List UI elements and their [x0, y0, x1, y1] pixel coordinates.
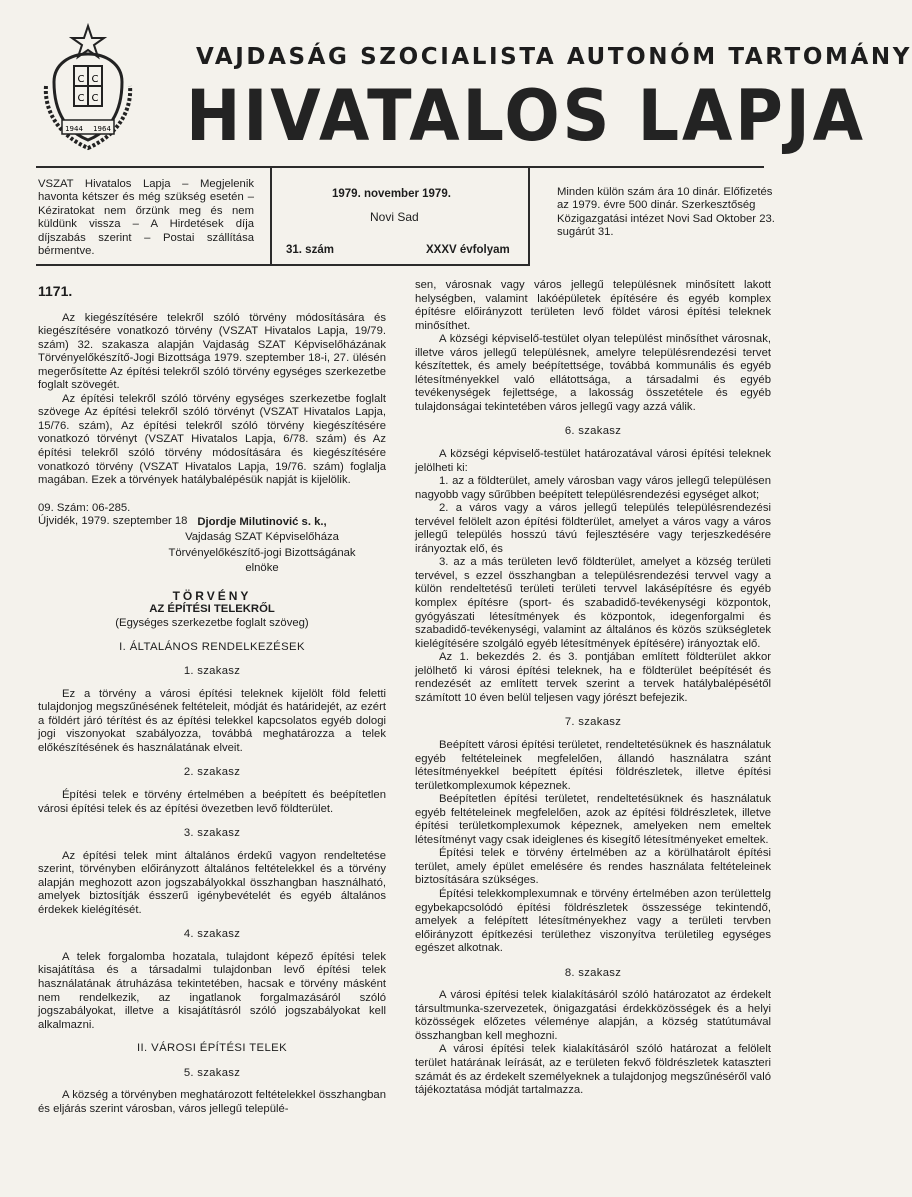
section-text: A községi képviselő-testület olyan települést minősíthet városnak, illetve város jellegű településnek, amelyre településrendezési tervet készítettek, és amely beépítettsége, továbbá kommunális és egyéb létesítményekkel való ellátottsága, a társadalmi és egyéb tevékenységek fejlettsége, a lakosság összetétele és egyéb tulajdonságai tekintetében város jellegű vagy azzá válik. [415, 333, 771, 413]
section-text: Ez a törvény a városi építési teleknek kijelölt föld feletti tulajdonjog megszűnésének feltételeit, módját és határidejét, az ezért a földért járó térítést és az építési telekkel kapcsolatos egyéb dologi jogi viszonyokat szabályozza, továbbá meghatározza a telek előkészítésének és használatának elveit. [38, 687, 386, 754]
section-text: Az 1. bekezdés 2. és 3. pontjában említett földterület akkor jelölhető ki városi építési teleknek, ha e földterület beépítését és rendezését az említett tervek szerint a tervek hatálybalépésétől számított 10 éven belül teljesen vagy jórészt befejezik. [415, 651, 771, 704]
section-text: A község a törvényben meghatározott feltételekkel összhangban és eljárás szerint városban, város jellegű települé- [38, 1089, 386, 1115]
section-text: A városi építési telek kialakításáról szóló határozatot az érdekelt társultmunka-szervezetek, önigazgatási érdekközösségek és a helyi közösségek előzetes véleménye alapján, a község statútumával összhangban kell meghozni. [415, 989, 771, 1042]
subscription-notice: Minden külön szám ára 10 dinár. Előfizetés az 1979. évre 500 dinár. Szerkesztőség Közigazgatási intézet Novi Sad Oktober 23. sugárút 31. [557, 186, 775, 239]
svg-text:1944: 1944 [65, 125, 83, 133]
header-divider-right [528, 166, 530, 266]
signer-title: Vajdaság SZAT Képviselőháza [185, 531, 339, 544]
header-bottom-rule [36, 264, 530, 266]
section-heading: 4. szakasz [183, 928, 241, 941]
section-text: Építési telek e törvény értelmében a beépített és beépítetlen városi építési telek és az építési övezetben levő földterület. [38, 788, 386, 815]
section-text: Beépített városi építési területet, rendeltetésüknek és használatuk egyéb feltételeinek megfelelően, állandó használatra szánt létesítményekkel beépített építési földrészletek, illetve építési területkomplexumok képeznek. [415, 738, 771, 792]
list-item: 3. az a más területen levő földterület, amelyet a község területi tervével, s ezzel összhangban a településrendezési tervvel vagy a külön rendeltetésű területi területi tervvel lakásépítésre és egyéb komplex építésre (sport- és szabadidő-tevékenységi központok, gyógyászati létesítmények és központok, idegenforgalmi és szabadidő-tevékenységi, valamint az általános és közös szükségletek kielégítésére szolgáló egyéb létesítmények építésére) irányoztak elő. [415, 556, 771, 650]
section-text: A községi képviselő-testület határozatával városi építési teleknek jelölheti ki: [415, 448, 771, 474]
header-top-rule [36, 166, 764, 168]
signer-name: Djordje Milutinović s. k., [197, 515, 327, 528]
section-heading: 8. szakasz [564, 966, 622, 979]
chapter-heading: I. ÁLTALÁNOS RENDELKEZÉSEK [119, 640, 305, 653]
svg-text:1964: 1964 [93, 125, 111, 133]
item-number: 1171. [38, 283, 73, 299]
header-divider-left [270, 166, 272, 266]
section-text: A telek forgalomba hozatala, tulajdont képező építési telek kisajátítása és a társadalmi tulajdonban levő építési telek használatának átruházása tekintetében, hacsak e törvény másként nem rendelkezik, az ingatlanok forgalmazásáról szóló jogszabályokat, illetve a kisajátításról szóló jogszabályokat kell alkalmazni. [38, 950, 386, 1031]
issue-date: 1979. november 1979. [332, 188, 451, 200]
svg-text:C: C [77, 74, 85, 85]
reference-number: 09. Szám: 06-285. [38, 501, 131, 514]
section-text: Beépítetlen építési területet, rendeltetésüknek és használatuk egyéb feltételeinek megfelelően, azok az építési földrészletek, illetve építési területkomplexumok képeznek, amelyeken nem emeltek létesítményt vagy csak ideiglenes és kisegítő létesítményeket emeltek. [415, 793, 771, 846]
issue-number: 31. szám [286, 244, 334, 256]
section-heading: 6. szakasz [564, 425, 622, 438]
province-title: VAJDASÁG SZOCIALISTA AUTONÓM TARTOMÁNY [196, 44, 912, 70]
signer-title: Törvényelőkészítő-jogi Bizottságának [168, 546, 356, 559]
section-text: sen, városnak vagy város jellegű településnek minősített lakott helységben, valamint lakóépületek építésére és egyéb komplex építésre előirányzott területen levő földet városi építési teleknek minősíthet. [415, 279, 771, 332]
section-text: Építési telek e törvény értelmében az a körülhatárolt építési terület, amely épület emelésére és rendes használata feltételeinek biztosítására szükséges. [415, 847, 771, 887]
section-text: Építési telekkomplexumnak e törvény értelmében azon területtelg egybekapcsolódó építési földrészletek összessége tekintendő, amelyek a felépített létesítményekhez vagy a területi tervben előirányzott építkezési területhez viszonyítva területileg egységes egészet alkotnak. [415, 887, 771, 955]
list-item: 2. a város vagy a város jellegű település településrendezési tervével felölelt azon építési földterület, amelyet a város vagy a város jellegű település hosszú távú fejlesztésére vagy terjeszkedésére irányoztak elő, és [415, 502, 771, 555]
signer-title: elnöke [245, 562, 279, 575]
left-column [38, 285, 386, 1116]
right-column [415, 279, 771, 1098]
svg-text:C: C [91, 93, 99, 104]
publication-notice: VSZAT Hivatalos Lapja – Megjelenik havonta kétszer és még szükség esetén – Kéziratokat nem őrzünk meg és nem küldünk vissza – A Hirdetések díja díjszabás szerint – Postai szállítása bérmentve. [38, 178, 254, 258]
list-item: 1. az a földterület, amely városban vagy város jellegű településen nagyobb vagy sűrűbben beépített településrendezési egységet alkot; [415, 475, 771, 501]
intro-paragraph: Az kiegészítésére telekről szóló törvény módosítására és kiegészítésére vonatkozó törvény (VSZAT Hivatalos Lapja, 19/79. szám) 32. szakasza alapján Vajdaság SZAT Képviselőházának Törvényelőkészítő-Jogi Bizottsága 1979. szeptember 18-i, 27. ülésén megerősítette Az építési telekről szóló törvény egységes szerkezetbe foglalt szövegét. [38, 311, 386, 392]
intro-paragraph: Az építési telekről szóló törvény egységes szerkezetbe foglalt szövege Az építési telekről szóló törvényt (VSZAT Hivatalos Lapja, 15/76. szám), Az építési telekről szóló törvény kiegészítésére vonatkozó törvényt (VSZAT Hivatalos Lapja, 6/78. szám) és Az építési telekről szóló törvény módosítására és kiegészítésére vonatkozó törvény (VSZAT Hivatalos Lapja, 19/76. szám) foglalja magában. Ezek a törvények hatálybalépésük napját is kijelölik. [38, 392, 386, 487]
section-heading: 2. szakasz [183, 766, 241, 779]
law-title: TÖRVÉNY [172, 588, 252, 603]
section-heading: 1. szakasz [183, 665, 241, 678]
law-note: (Egységes szerkezetbe foglalt szöveg) [115, 617, 309, 630]
section-heading: 3. szakasz [183, 827, 241, 840]
section-text: A városi építési telek kialakításáról szóló határozat a felölelt terület határának leírását, az e területen fekvő földrészletek kataszteri számát és az érdekelt személyeknek a tulajdonjog megszűnéséről való tájékoztatása módját tartalmazza. [415, 1043, 771, 1097]
chapter-heading: II. VÁROSI ÉPÍTÉSI TELEK [136, 1042, 288, 1055]
signature-block [38, 502, 386, 576]
section-text: Az építési telek mint általános érdekű vagyon rendeltetése szerint, törvényben előirányzott általános feltételekkel és a törvény alapján meghozott azon jogszabályokkal összhangban használható, amelyek biztosítják ésszerű igénybevételét és egyéb általános érdekek kielégítését. [38, 849, 386, 916]
svg-text:C: C [77, 93, 85, 104]
coat-of-arms-emblem [36, 24, 140, 154]
issue-place: Novi Sad [370, 210, 419, 224]
place-date: Újvidék, 1979. szeptember 18 [38, 515, 188, 528]
law-subtitle: AZ ÉPÍTÉSI TELEKRŐL [149, 603, 275, 616]
section-heading: 5. szakasz [183, 1066, 241, 1079]
masthead [0, 0, 912, 168]
volume: XXXV évfolyam [426, 244, 510, 256]
paper-title: HIVATALOS LAPJA [186, 75, 866, 157]
section-heading: 7. szakasz [564, 716, 622, 729]
svg-text:C: C [91, 74, 99, 85]
